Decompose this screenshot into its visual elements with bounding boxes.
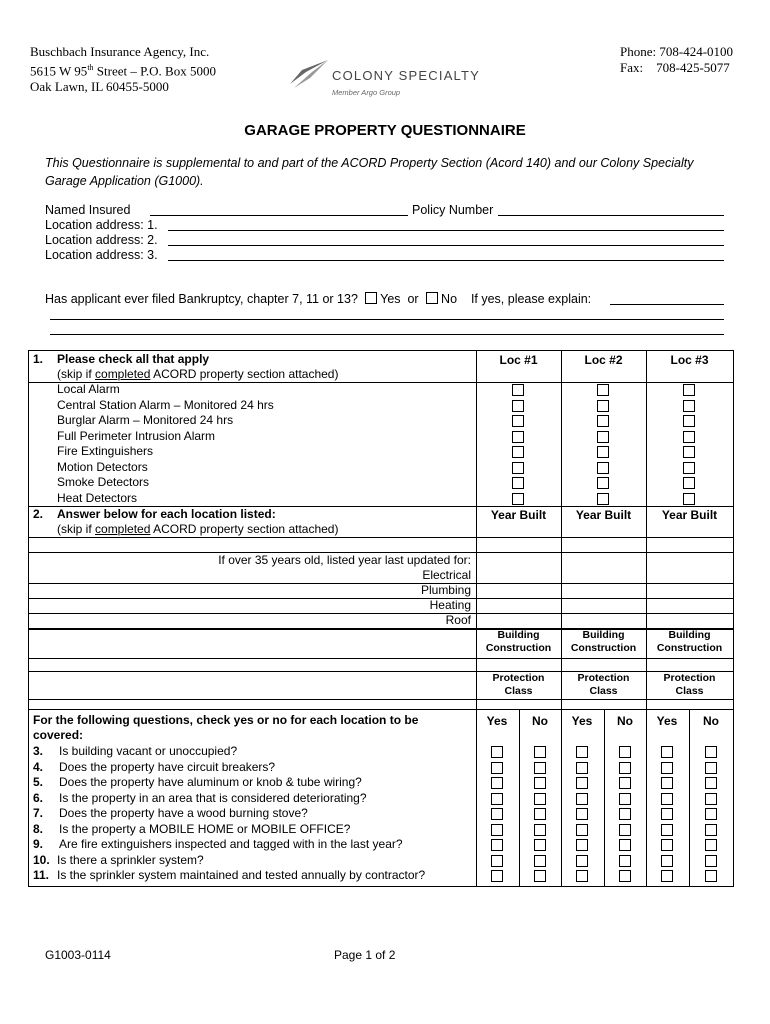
bankruptcy-no-label: No xyxy=(441,292,458,306)
q6-yes-loc-1-checkbox[interactable] xyxy=(491,793,503,805)
checklist-item-label: Fire Extinguishers xyxy=(57,444,154,458)
question-number: 9. xyxy=(33,837,44,851)
q3-yes-loc-1-checkbox[interactable] xyxy=(491,746,503,758)
location-2-field[interactable] xyxy=(168,245,724,246)
yes-header-loc-1: Yes xyxy=(486,714,508,728)
checklist-item-label: Heat Detectors xyxy=(57,490,138,505)
logo-tagline: Member Argo Group xyxy=(332,88,401,97)
q3-yes-loc-3-checkbox[interactable] xyxy=(661,746,673,758)
protection-class-word-2: Class xyxy=(504,685,533,697)
question-number: 4. xyxy=(33,759,44,774)
building-construction-word-1: Building xyxy=(668,629,711,641)
loc-2-header: Loc #2 xyxy=(584,353,623,367)
agency-street-suffix: th xyxy=(87,63,94,72)
table-divider xyxy=(689,709,690,886)
table-divider xyxy=(646,351,647,886)
q10-yes-loc-2-checkbox[interactable] xyxy=(576,855,588,867)
no-header-loc-2: No xyxy=(617,714,633,728)
protection-class-word-2: Class xyxy=(675,685,704,697)
year-built-header-3: Year Built xyxy=(661,508,718,522)
protection-class-word-2: Class xyxy=(589,685,618,697)
table-rule xyxy=(29,658,733,659)
q11-yes-loc-3-checkbox[interactable] xyxy=(661,870,673,882)
yes-header-loc-2: Yes xyxy=(571,714,593,728)
building-construction-header-3 xyxy=(646,629,733,655)
q10-yes-loc-1-checkbox[interactable] xyxy=(491,855,503,867)
q11-no-loc-1-checkbox[interactable] xyxy=(534,870,546,882)
checklist-loc-1-checkbox[interactable] xyxy=(512,415,524,427)
checklist-item-label: Smoke Detectors xyxy=(57,475,150,489)
q4-yes-loc-1-checkbox[interactable] xyxy=(491,762,503,774)
q9-no-loc-1-checkbox[interactable] xyxy=(534,839,546,851)
no-header-loc-1: No xyxy=(532,714,548,728)
checklist-loc-1-checkbox[interactable] xyxy=(512,493,524,505)
checklist-loc-3-checkbox[interactable] xyxy=(683,400,695,412)
q3-yes-loc-2-checkbox[interactable] xyxy=(576,746,588,758)
question-text: Does the property have circuit breakers? xyxy=(59,759,276,774)
q9-no-loc-3-checkbox[interactable] xyxy=(705,839,717,851)
question-number: 6. xyxy=(33,790,44,805)
question-text: Is the property in an area that is considered deteriorating? xyxy=(59,790,367,805)
bankruptcy-row xyxy=(45,292,591,307)
bankruptcy-explain-line-2[interactable] xyxy=(50,319,724,320)
bankruptcy-yes-label: Yes xyxy=(380,292,401,306)
year-built-header-2: Year Built xyxy=(575,508,632,522)
agency-block xyxy=(30,44,216,95)
section-2-note xyxy=(57,522,338,538)
building-construction-header-1 xyxy=(476,629,561,655)
checklist-loc-1-checkbox[interactable] xyxy=(512,400,524,412)
q4-yes-loc-2-checkbox[interactable] xyxy=(576,762,588,774)
question-number: 7. xyxy=(33,806,44,820)
section-2-heading: Answer below for each location listed: xyxy=(57,507,276,521)
building-construction-header-2 xyxy=(561,629,646,655)
building-construction-word-2: Construction xyxy=(485,642,552,654)
section-1-note-pre: (skip if xyxy=(57,367,96,381)
update-label: If over 35 years old, listed year last updated for: xyxy=(218,553,471,567)
q5-no-loc-1-checkbox[interactable] xyxy=(534,777,546,789)
bankruptcy-explain-label: If yes, please explain: xyxy=(470,292,592,306)
q5-no-loc-3-checkbox[interactable] xyxy=(705,777,717,789)
section-1-note-underlined: completed xyxy=(95,367,151,381)
yes-header-loc-3: Yes xyxy=(656,714,678,728)
q4-no-loc-2-checkbox[interactable] xyxy=(619,762,631,774)
q10-no-loc-1-checkbox[interactable] xyxy=(534,855,546,867)
yesno-heading-line-2: covered: xyxy=(33,728,84,742)
q5-no-loc-2-checkbox[interactable] xyxy=(619,777,631,789)
checklist-loc-2-checkbox[interactable] xyxy=(597,477,609,489)
question-text: Is the property a MOBILE HOME or MOBILE OFFICE? xyxy=(59,821,351,836)
building-construction-word-2: Construction xyxy=(656,642,723,654)
question-text: Is there a sprinkler system? xyxy=(57,852,204,867)
q10-no-loc-2-checkbox[interactable] xyxy=(619,855,631,867)
q5-yes-loc-1-checkbox[interactable] xyxy=(491,777,503,789)
question-text: Does the property have a wood burning stove? xyxy=(59,806,308,820)
update-heating: Heating xyxy=(429,598,471,612)
policy-number-label: Policy Number xyxy=(412,203,494,217)
q8-yes-loc-1-checkbox[interactable] xyxy=(491,824,503,836)
q6-no-loc-3-checkbox[interactable] xyxy=(705,793,717,805)
q7-no-loc-1-checkbox[interactable] xyxy=(534,808,546,820)
checklist-item-label: Full Perimeter Intrusion Alarm xyxy=(57,428,216,443)
q6-yes-loc-2-checkbox[interactable] xyxy=(576,793,588,805)
phone-label: Phone: xyxy=(620,44,657,59)
question-number: 3. xyxy=(33,744,44,758)
checklist-loc-3-checkbox[interactable] xyxy=(683,477,695,489)
checklist-loc-2-checkbox[interactable] xyxy=(597,415,609,427)
protection-class-header-3 xyxy=(646,672,733,698)
table-divider xyxy=(476,351,477,886)
question-text: Does the property have aluminum or knob & tube wiring? xyxy=(59,775,362,789)
section-2-number: 2. xyxy=(33,507,44,521)
question-number: 10. xyxy=(33,852,50,867)
q7-no-loc-2-checkbox[interactable] xyxy=(619,808,631,820)
logo-name: COLONY SPECIALTY xyxy=(332,68,481,83)
question-text: Are fire extinguishers inspected and tagged with in the last year? xyxy=(59,837,403,851)
q7-yes-loc-3-checkbox[interactable] xyxy=(661,808,673,820)
q3-no-loc-3-checkbox[interactable] xyxy=(705,746,717,758)
q3-no-loc-2-checkbox[interactable] xyxy=(619,746,631,758)
colony-logo-mark-icon xyxy=(288,58,332,90)
no-header-loc-3: No xyxy=(703,714,719,728)
section-2-note-underlined: completed xyxy=(95,522,151,536)
named-insured-field[interactable] xyxy=(150,215,408,216)
loc-1-header: Loc #1 xyxy=(499,353,538,367)
q7-yes-loc-1-checkbox[interactable] xyxy=(491,808,503,820)
table-rule xyxy=(29,583,733,584)
location-3-field[interactable] xyxy=(168,260,724,261)
checklist-loc-2-checkbox[interactable] xyxy=(597,462,609,474)
q11-yes-loc-2-checkbox[interactable] xyxy=(576,870,588,882)
fax-line xyxy=(620,60,733,76)
question-text: Is building vacant or unoccupied? xyxy=(59,744,238,758)
bankruptcy-explain-field[interactable] xyxy=(610,304,724,305)
q4-yes-loc-3-checkbox[interactable] xyxy=(661,762,673,774)
q8-yes-loc-2-checkbox[interactable] xyxy=(576,824,588,836)
protection-class-header-1 xyxy=(476,672,561,698)
policy-number-field[interactable] xyxy=(498,215,724,216)
q8-no-loc-1-checkbox[interactable] xyxy=(534,824,546,836)
question-text: Is the sprinkler system maintained and tested annually by contractor? xyxy=(57,868,426,882)
agency-street xyxy=(30,60,216,79)
q5-yes-loc-2-checkbox[interactable] xyxy=(576,777,588,789)
checklist-item-label: Central Station Alarm – Monitored 24 hrs xyxy=(57,397,274,412)
section-1-number: 1. xyxy=(33,352,44,366)
q4-no-loc-1-checkbox[interactable] xyxy=(534,762,546,774)
checklist-loc-1-checkbox[interactable] xyxy=(512,477,524,489)
form-id: G1003-0114 xyxy=(45,948,111,962)
colony-logo xyxy=(288,58,488,100)
q7-no-loc-3-checkbox[interactable] xyxy=(705,808,717,820)
checklist-loc-3-checkbox[interactable] xyxy=(683,415,695,427)
location-1-field[interactable] xyxy=(168,230,724,231)
q4-no-loc-3-checkbox[interactable] xyxy=(705,762,717,774)
table-rule xyxy=(29,613,733,614)
table-rule xyxy=(29,699,733,700)
section-2-note-pre: (skip if xyxy=(57,522,96,536)
fax-label: Fax: xyxy=(620,60,644,75)
checklist-loc-3-checkbox[interactable] xyxy=(683,384,695,396)
protection-class-word-1: Protection xyxy=(492,672,545,684)
bankruptcy-question: Has applicant ever filed Bankruptcy, chapter 7, 11 or 13? xyxy=(45,292,358,306)
page-number: Page 1 of 2 xyxy=(334,948,396,962)
q6-no-loc-2-checkbox[interactable] xyxy=(619,793,631,805)
q10-yes-loc-3-checkbox[interactable] xyxy=(661,855,673,867)
update-plumbing: Plumbing xyxy=(420,583,471,597)
q5-yes-loc-3-checkbox[interactable] xyxy=(661,777,673,789)
agency-city: Oak Lawn, IL 60455-5000 xyxy=(30,79,169,95)
checklist-loc-2-checkbox[interactable] xyxy=(597,384,609,396)
agency-street-rest: Street – P.O. Box 5000 xyxy=(93,63,216,79)
phone-number: 708-424-0100 xyxy=(659,44,734,59)
phone-line xyxy=(620,44,733,60)
q8-no-loc-3-checkbox[interactable] xyxy=(705,824,717,836)
q11-no-loc-2-checkbox[interactable] xyxy=(619,870,631,882)
protection-class-word-1: Protection xyxy=(663,672,716,684)
section-2-note-post: ACORD property section attached) xyxy=(150,522,339,536)
bankruptcy-no-checkbox[interactable] xyxy=(426,292,438,304)
q8-no-loc-2-checkbox[interactable] xyxy=(619,824,631,836)
q9-yes-loc-2-checkbox[interactable] xyxy=(576,839,588,851)
checklist-loc-3-checkbox[interactable] xyxy=(683,493,695,505)
section-1-note-post: ACORD property section attached) xyxy=(150,367,339,381)
building-construction-word-2: Construction xyxy=(570,642,637,654)
yesno-heading-line-1: For the following questions, check yes or no for each location to be xyxy=(33,713,419,727)
location-1-label: Location address: 1. xyxy=(45,218,158,232)
question-number: 11. xyxy=(33,868,50,882)
location-2-label: Location address: 2. xyxy=(45,233,158,247)
bankruptcy-or: or xyxy=(407,292,419,306)
loc-3-header: Loc #3 xyxy=(670,353,709,367)
question-number: 5. xyxy=(33,775,44,789)
checklist-loc-1-checkbox[interactable] xyxy=(512,446,524,458)
table-rule xyxy=(29,709,733,710)
checklist-loc-3-checkbox[interactable] xyxy=(683,431,695,443)
question-number: 8. xyxy=(33,821,44,836)
checklist-item-label: Motion Detectors xyxy=(57,459,148,474)
protection-class-word-1: Protection xyxy=(577,672,630,684)
update-roof: Roof xyxy=(445,613,471,627)
location-3-label: Location address: 3. xyxy=(45,248,158,262)
building-construction-word-1: Building xyxy=(582,629,625,641)
q8-yes-loc-3-checkbox[interactable] xyxy=(661,824,673,836)
table-divider xyxy=(519,709,520,886)
contact-block xyxy=(620,44,733,76)
q11-yes-loc-1-checkbox[interactable] xyxy=(491,870,503,882)
checklist-loc-2-checkbox[interactable] xyxy=(597,446,609,458)
checklist-loc-2-checkbox[interactable] xyxy=(597,400,609,412)
checklist-loc-3-checkbox[interactable] xyxy=(683,462,695,474)
agency-street-number: 5615 W 95 xyxy=(30,63,88,79)
checklist-loc-3-checkbox[interactable] xyxy=(683,446,695,458)
checklist-loc-1-checkbox[interactable] xyxy=(512,384,524,396)
checklist-loc-2-checkbox[interactable] xyxy=(597,493,609,505)
bankruptcy-yes-checkbox[interactable] xyxy=(365,292,377,304)
table-divider xyxy=(604,709,605,886)
protection-class-header-2 xyxy=(561,672,646,698)
q11-no-loc-3-checkbox[interactable] xyxy=(705,870,717,882)
checklist-item-label: Local Alarm xyxy=(57,382,120,396)
section-1-note xyxy=(57,367,338,383)
update-electrical: Electrical xyxy=(422,568,471,582)
q6-no-loc-1-checkbox[interactable] xyxy=(534,793,546,805)
fax-number: 708-425-5077 xyxy=(656,60,730,75)
checklist-loc-2-checkbox[interactable] xyxy=(597,431,609,443)
checklist-loc-1-checkbox[interactable] xyxy=(512,462,524,474)
q9-yes-loc-1-checkbox[interactable] xyxy=(491,839,503,851)
q6-yes-loc-3-checkbox[interactable] xyxy=(661,793,673,805)
q3-no-loc-1-checkbox[interactable] xyxy=(534,746,546,758)
checklist-loc-1-checkbox[interactable] xyxy=(512,431,524,443)
intro-text: This Questionnaire is supplemental to and part of the ACORD Property Section (Acord 140) and our Colony Specialty Garage Application (G1000). xyxy=(45,156,694,188)
section-1-heading: Please check all that apply xyxy=(57,352,210,366)
building-construction-word-1: Building xyxy=(497,629,540,641)
q9-yes-loc-3-checkbox[interactable] xyxy=(661,839,673,851)
q10-no-loc-3-checkbox[interactable] xyxy=(705,855,717,867)
agency-name: Buschbach Insurance Agency, Inc. xyxy=(30,44,210,59)
questionnaire-table xyxy=(28,350,734,887)
q9-no-loc-2-checkbox[interactable] xyxy=(619,839,631,851)
table-rule xyxy=(29,598,733,599)
table-divider xyxy=(561,351,562,886)
bankruptcy-explain-line-3[interactable] xyxy=(50,334,724,335)
q7-yes-loc-2-checkbox[interactable] xyxy=(576,808,588,820)
year-built-header-1: Year Built xyxy=(490,508,547,522)
named-insured-label: Named Insured xyxy=(45,203,131,217)
page-title: GARAGE PROPERTY QUESTIONNAIRE xyxy=(244,122,526,139)
checklist-item-label: Burglar Alarm – Monitored 24 hrs xyxy=(57,413,234,427)
